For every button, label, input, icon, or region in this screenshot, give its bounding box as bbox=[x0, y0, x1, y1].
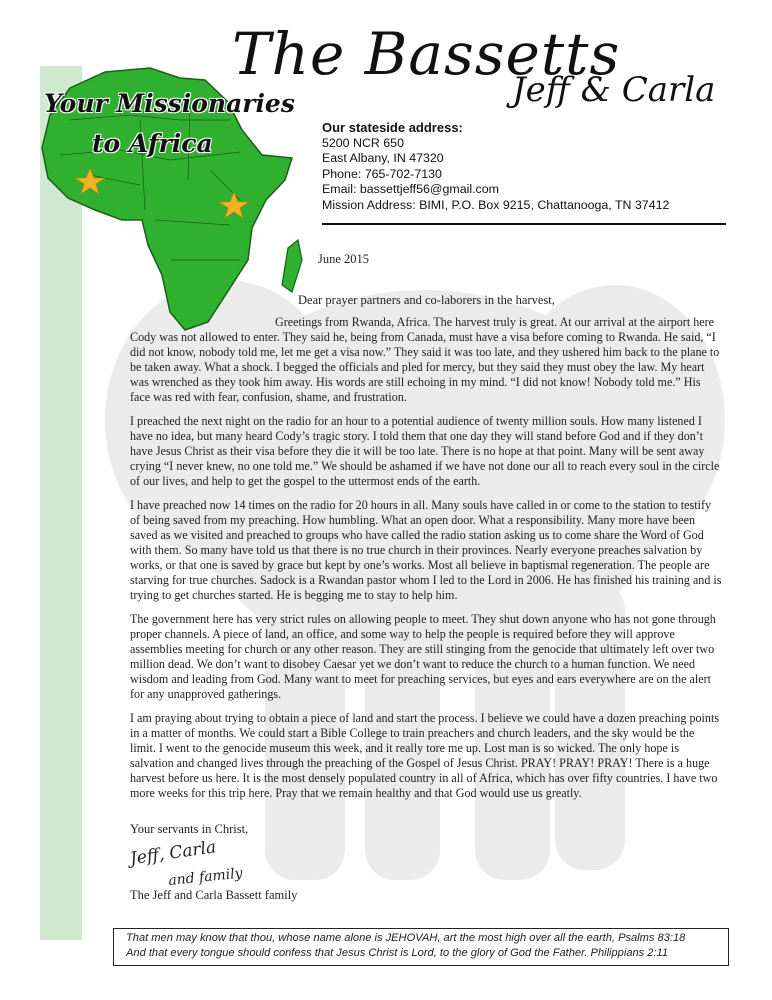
paragraph-4: The government here has very strict rules on allowing people to meet. They shut down anyone who has not gone through proper channels. A piece of land, an office, and some way to help the people is required before they will approve assemblies meeting for church or any other reason. They are still stinging from the genocide that ultimately left over two million dead. We don’t want to disobey Caesar yet we don’t want to reduce the church to a human function. We need wisdom and leading from God. Many want to meet for preaching services, but eyes and ears everywhere are on the alert for any unapproved gatherings. bbox=[130, 612, 716, 701]
address-mission: Mission Address: BIMI, P.O. Box 9215, Chattanooga, TN 37412 bbox=[322, 197, 670, 212]
family-name: The Jeff and Carla Bassett family bbox=[130, 888, 298, 902]
newsletter-title: The Bassetts bbox=[232, 20, 621, 88]
letter-body bbox=[130, 315, 722, 810]
address-phone: Phone: 765-702-7130 bbox=[322, 166, 442, 181]
letter-salutation: Dear prayer partners and co-laborers in the harvest, bbox=[298, 293, 555, 307]
address-heading: Our stateside address: bbox=[322, 120, 463, 135]
scripture-line1: That men may know that thou, whose name alone is JEHOVAH, art the most high over all the earth, Psalms 83:18 bbox=[126, 932, 686, 944]
paragraph-2: I preached the next night on the radio for an hour to a potential audience of twenty million souls. How many listened I have no idea, but many heard Cody’s tragic story. I told them that one day they will stand before God and if they don’t have Jesus Christ as their visa before they die it will be too late. There is no hope at that point. Many will be sent away crying “I never knew, no one told me.” We should be ashamed if we have not done our all to reach every soul in the circle of our lives, and help to get the gospel to the uttermost ends of the earth. bbox=[130, 414, 720, 488]
handwritten-signature bbox=[128, 835, 288, 895]
paragraph-1: Greetings from Rwanda, Africa. The harvest truly is great. At our arrival at the airport here Cody was not allowed to enter. They said he, being from Canada, must have a visa before coming to Rwanda. He said, “I did not know, nobody told me, let me get a visa now.” They said it was too late, and they ushered him back to the plane to be taken away. What a shock. I begged the officials and pled for mercy, but they said they must obey the law. My heart was wrenched as they took him away. His words are still echoing in my mind. “I did not know! Nobody told me.” His face was red with fear, confusion, shame, and frustration. bbox=[130, 315, 720, 404]
paragraph-3: I have preached now 14 times on the radio for 20 hours in all. Many souls have called in or come to the station to testify of being saved from my preaching. How humbling. What an open door. What a responsibility. Many more have been saved as we visited and preached to groups who have called the radio station asking us to come share the Word of God with them. So many have told us that there is no true church in their provinces. Nearly everyone preaches salvation by works, or that one is saved by grace but kept by one’s works. Most all believe in baptismal regeneration. The people are starving for true churches. Sadock is a Rwandan pastor whom I led to the Lord in 2006. He has finished his training and is trying to get churches started. He is begging me to stay to help him. bbox=[130, 498, 722, 602]
letter-closing: Your servants in Christ, bbox=[130, 822, 249, 836]
stateside-address bbox=[322, 120, 669, 214]
address-line1: 5200 NCR 650 bbox=[322, 135, 404, 150]
address-line2: East Albany, IN 47320 bbox=[322, 151, 444, 166]
scripture-box bbox=[113, 928, 729, 966]
tagline bbox=[44, 84, 295, 164]
address-email: Email: bassettjeff56@gmail.com bbox=[322, 182, 499, 197]
paragraph-5: I am praying about trying to obtain a piece of land and start the process. I believe we could have a dozen preaching points in a matter of months. We could start a Bible College to train preachers and church leaders, and the sky would be the limit. I went to the genocide museum this week, and it really tore me up. Lost man is so wicked. The only hope is salvation and changed lives through the preaching of the Gospel of Jesus Christ. PRAY! PRAY! PRAY! There is a huge harvest before us here. It is the most densely populated country in all of Africa, which has over fifty countries. I have two more weeks for this trip here. Pray that we remain healthy and that God would use us greatly. bbox=[130, 711, 720, 800]
letter-date: June 2015 bbox=[318, 252, 370, 266]
scripture-line2: And that every tongue should confess that Jesus Christ is Lord, to the glory of God the Father. Philippians 2:11 bbox=[126, 947, 669, 959]
tagline-line2: to Africa bbox=[92, 129, 213, 158]
newsletter-names: Jeff & Carla bbox=[512, 70, 716, 110]
header-divider bbox=[322, 223, 726, 225]
tagline-line1: Your Missionaries bbox=[44, 89, 295, 118]
svg-text:and family: and family bbox=[167, 865, 244, 890]
svg-text:Jeff, Carla: Jeff, Carla bbox=[128, 837, 218, 870]
